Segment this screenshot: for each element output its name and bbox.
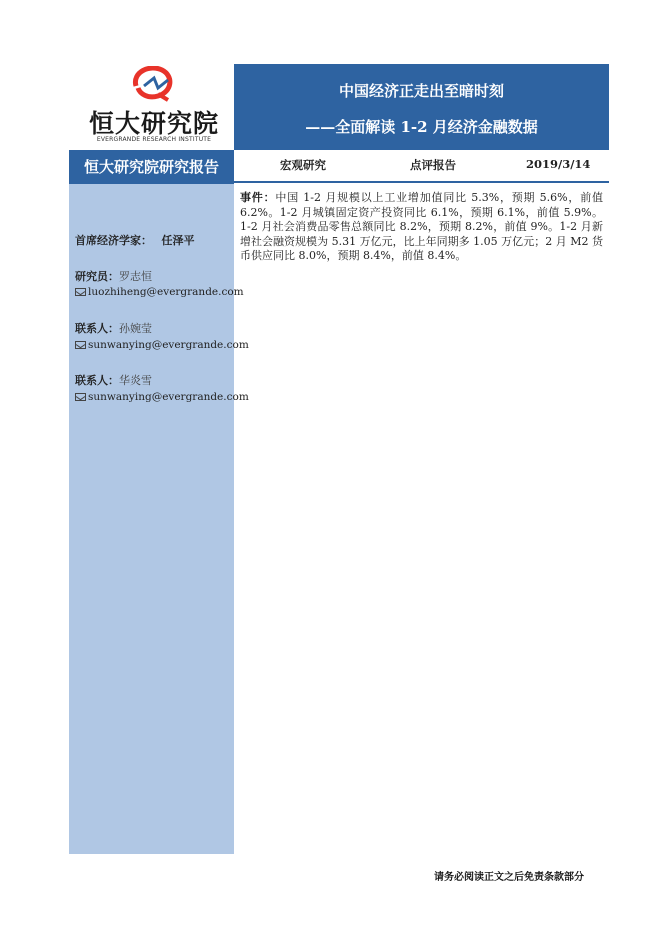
contact-1 — [75, 320, 152, 336]
mail-icon — [75, 393, 86, 401]
contact2-name: 华炎雪 — [119, 374, 152, 387]
mail-icon — [75, 341, 86, 349]
contact2-email[interactable]: sunwanying@evergrande.com — [88, 391, 249, 403]
report-title: 中国经济正走出至暗时刻 — [338, 82, 504, 100]
chief-economist — [75, 232, 195, 248]
researcher-label: 研究员： — [75, 270, 119, 283]
evergrande-logo-icon — [128, 66, 180, 102]
researcher-email-row — [75, 285, 244, 298]
mail-icon — [75, 288, 86, 296]
report-category: 宏观研究 — [280, 158, 326, 172]
researcher — [75, 268, 152, 284]
sidebar-heading: 恒大研究院研究报告 — [69, 150, 234, 184]
contact1-email[interactable]: sunwanying@evergrande.com — [88, 339, 249, 351]
report-subtitle: ——全面解读 1-2 月经济金融数据 — [305, 118, 538, 136]
event-paragraph — [240, 191, 603, 264]
logo-english-name: EVERGRANDE RESEARCH INSTITUTE — [96, 136, 212, 143]
logo — [84, 66, 224, 150]
contact-2 — [75, 372, 152, 388]
contact2-label: 联系人： — [75, 374, 119, 387]
header-divider — [234, 181, 609, 183]
disclaimer-footer: 请务必阅读正文之后免责条款部分 — [434, 872, 584, 883]
logo-chinese-name: 恒大研究院 — [88, 109, 219, 138]
sidebar — [69, 150, 249, 854]
contact2-email-row — [75, 390, 249, 403]
report-type: 点评报告 — [410, 158, 456, 172]
contact1-email-row — [75, 338, 249, 351]
chief-name: 任泽平 — [161, 234, 195, 247]
researcher-email[interactable]: luozhiheng@evergrande.com — [88, 286, 244, 298]
title-banner — [234, 64, 609, 150]
event-label: 事件： — [240, 191, 276, 204]
researcher-name: 罗志恒 — [119, 270, 152, 283]
chief-label: 首席经济学家： — [75, 234, 152, 247]
event-text: 中国 1-2 月规模以上工业增加值同比 5.3%，预期 5.6%，前值 6.2%。1-2 月城镇固定资产投资同比 6.1%，预期 6.1%，前值 5.9%。1-2 月社会消费品零售总额同比 8.2%，预期 8.2%，前值 9%。1-2 月新增社会融资规模为 5.31 万亿元，比上年同期多 1.05 万亿元；2 月 M2 货币供应同比 8.0%，预期 8.4%，前值 8.4%。 — [240, 191, 604, 263]
contact1-label: 联系人： — [75, 322, 119, 335]
report-date: 2019/3/14 — [526, 157, 591, 171]
contact1-name: 孙婉莹 — [119, 322, 152, 335]
